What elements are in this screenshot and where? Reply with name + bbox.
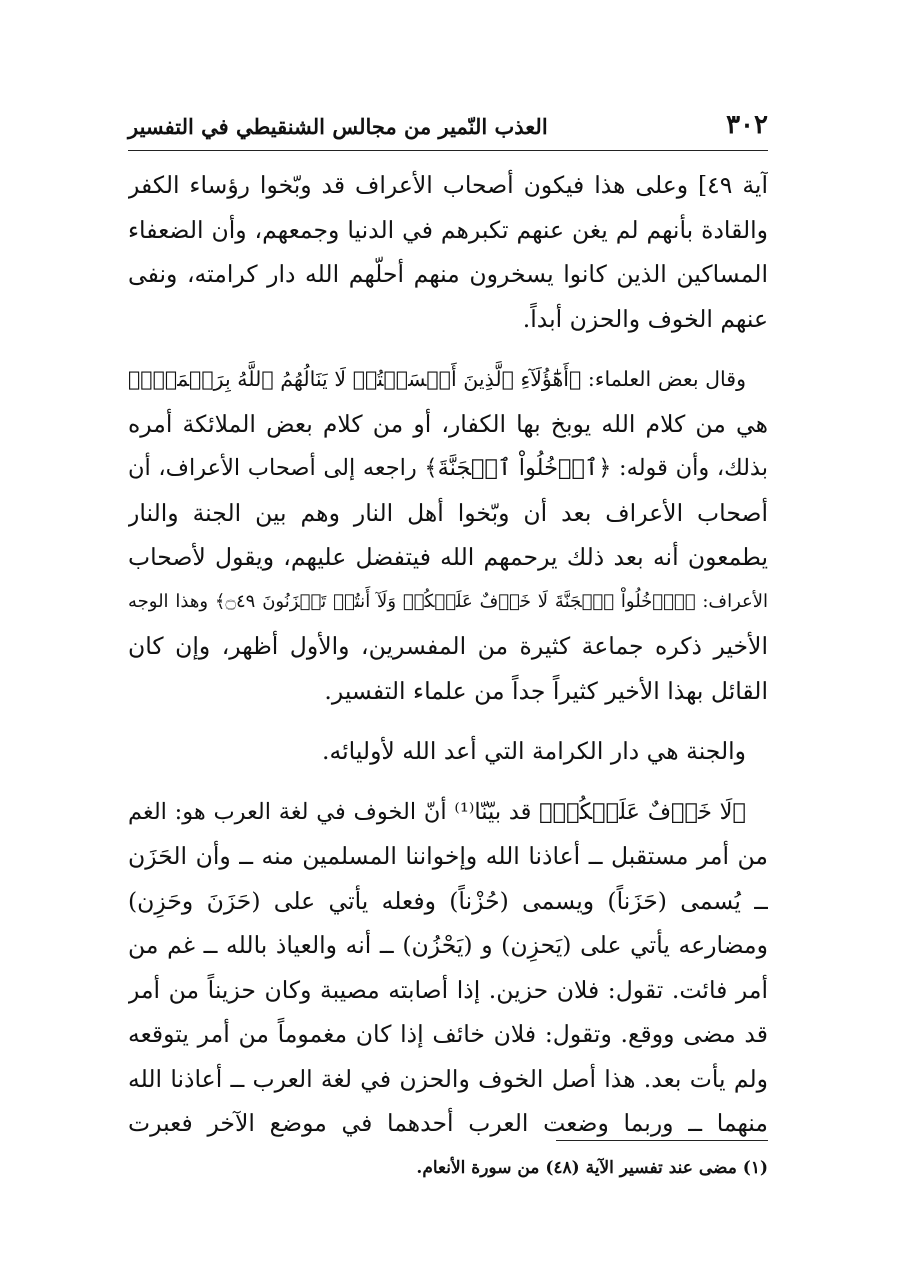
running-title: العذب النّمير من مجالس الشنقيطي في التفسير	[128, 114, 548, 139]
text-line: ولم يأت بعد. هذا أصل الخوف والحزن في لغة العرب ــ أعاذنا الله	[128, 1064, 768, 1093]
text-line: المساكين الذين كانوا يسخرون منهم أحلّهم الله دار كرامته، ونفى	[128, 260, 768, 288]
text-line: من أمر مستقبل ــ أعاذنا الله وإخواننا المسلمين منه ــ وأن الحَزَن	[128, 842, 768, 870]
text-line: ﴿لَا خَوۡفٌ عَلَيۡكُمۡ﴾ قد بيّنّا⁽¹⁾ أنّ الخوف في لغة العرب هو: الغم	[128, 798, 746, 825]
text-line: هي من كلام الله يوبخ بها الكفار، أو من كلام بعض الملائكة أمره	[128, 409, 768, 438]
text-line: والقادة بأنهم لم يغن عنهم تكبرهم في الدنيا وجمعهم، وأن الضعفاء	[128, 215, 768, 244]
text-line: يطمعون أنه بعد ذلك يرحمهم الله فيتفضل عليهم، ويقول لأصحاب	[128, 543, 768, 571]
paragraph	[128, 163, 768, 341]
text-line: أصحاب الأعراف بعد أن وبّخوا أهل النار وهم بين الجنة والنار	[128, 498, 768, 527]
page-header	[128, 110, 768, 144]
text-line: عنهم الخوف والحزن أبداً.	[522, 304, 768, 333]
paragraph	[128, 357, 768, 713]
text-line: وقال بعض العلماء: ﴿أَهَٰٓؤُلَآءِ ٱلَّذِينَ أَقۡسَمۡتُمۡ لَا يَنَالُهُمُ ٱللَّهُ بِرَحۡمَةٍۚ﴾	[128, 367, 746, 391]
paragraph	[128, 729, 768, 774]
text-line: القائل بهذا الأخير كثيراً جداً من علماء التفسير.	[324, 676, 768, 705]
footnote: (١) مضى عند تفسير الآية (٤٨) من سورة الأنعام.	[416, 1158, 768, 1178]
header-rule	[128, 150, 768, 151]
paragraph	[128, 790, 768, 1146]
text-line: منهما ــ وربما وضعت العرب أحدهما في موضع الآخر فعبرت	[128, 1109, 768, 1137]
text-line: ــ يُسمى (حَزَناً) ويسمى (حُزْناً) وفعله يأتي على (حَزَنَ وحَزِن)	[128, 886, 768, 915]
text-line: ومضارعه يأتي على (يَحزِن) و (يَحْزُن) ــ أنه والعياذ بالله ــ غم من	[128, 931, 768, 959]
text-line: الأخير ذكره جماعة كثيرة من المفسرين، والأول أظهر، وإن كان	[128, 632, 768, 660]
text-line: بذلك، وأن قوله: ﴿ٱدۡخُلُواْ ٱلۡجَنَّةَ﴾ راجعه إلى أصحاب الأعراف، أن	[128, 455, 768, 481]
footnote-rule	[556, 1140, 768, 1141]
text-line: أمر فائت. تقول: فلان حزين. إذا أصابته مصيبة وكان حزيناً من أمر	[128, 975, 768, 1004]
body-text	[128, 163, 768, 1146]
text-line: آية ٤٩] وعلى هذا فيكون أصحاب الأعراف قد وبّخوا رؤساء الكفر	[128, 171, 768, 199]
page-number: ٣٠٢	[726, 110, 768, 140]
text-line: والجنة هي دار الكرامة التي أعد الله لأوليائه.	[322, 737, 746, 765]
text-line: الأعراف: ﴿ٱدۡخُلُواْ ٱلۡجَنَّةَ لَا خَوۡفٌ عَلَيۡكُمۡ وَلَآ أَنتُمۡ تَحۡزَنُونَ ۝٤٩﴾ وهذا الوجه	[128, 590, 768, 612]
text-line: قد مضى ووقع. وتقول: فلان خائف إذا كان مغموماً من أمر يتوقعه	[128, 1020, 768, 1048]
